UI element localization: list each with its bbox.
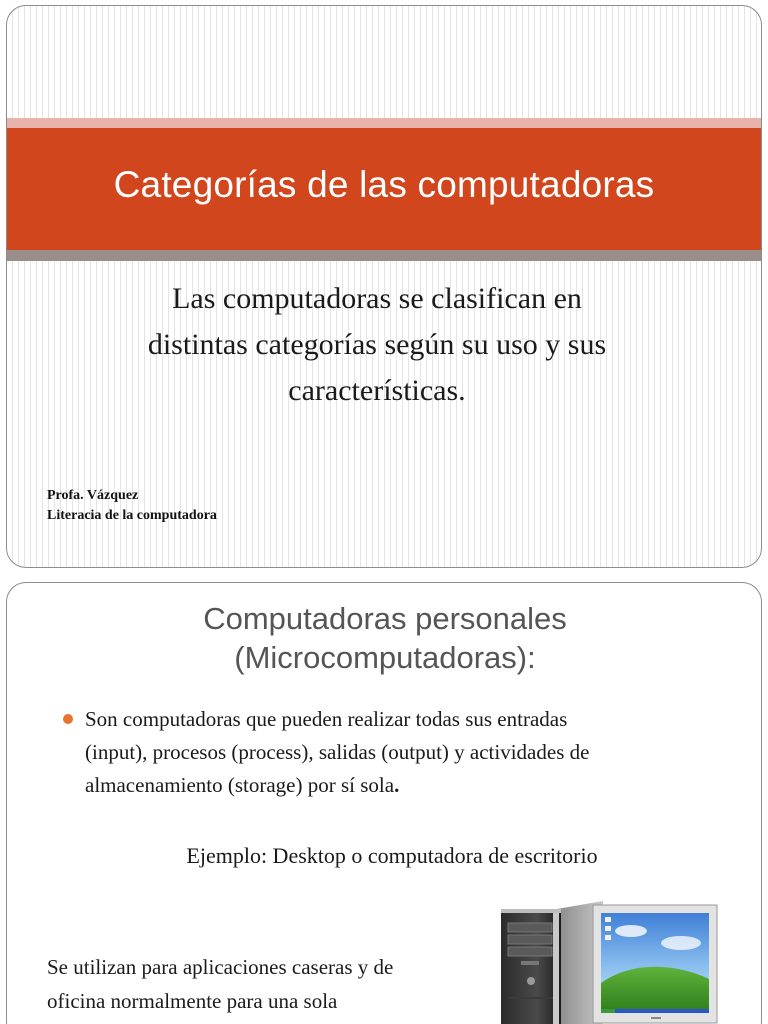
author-name: Profa. Vázquez	[47, 488, 139, 503]
bullet-line: Son computadoras que pueden realizar todas sus entradas	[85, 707, 568, 731]
heading-line: Computadoras personales	[203, 601, 567, 636]
usage-line: Se utilizan para aplicaciones caseras y de	[47, 955, 394, 979]
subtitle-line: distintas categorías según su uso y sus	[147, 328, 607, 361]
example-text: Ejemplo: Desktop o computadora de escritorio	[186, 843, 598, 868]
slide-title: Categorías de las computadoras	[113, 164, 655, 205]
desktop-computer-icon	[491, 901, 721, 1024]
bullet-text	[85, 703, 725, 802]
author-block	[47, 486, 217, 526]
heading-suffix: :	[527, 640, 536, 675]
course-name: Literacia de la computadora	[47, 508, 217, 523]
bullet-line	[85, 769, 725, 802]
heading-main: (Microcomputadoras)	[234, 640, 528, 675]
bullet-period: .	[394, 773, 400, 797]
title-slide	[6, 5, 762, 568]
title-band	[7, 128, 761, 250]
content-slide	[6, 582, 762, 1024]
bullet-line: (input), procesos (process), salidas (output) y actividades de	[85, 740, 590, 764]
bullet-item	[85, 703, 725, 802]
heading-line	[7, 638, 762, 677]
accent-band-bottom	[7, 250, 761, 261]
usage-line: oficina normalmente para una sola	[47, 989, 338, 1013]
subtitle-line: características.	[288, 374, 466, 407]
slide-subtitle	[67, 276, 687, 414]
accent-band-top	[7, 118, 761, 128]
usage-text	[47, 950, 487, 1018]
slide-heading	[7, 599, 762, 677]
bullet-line-text: almacenamiento (storage) por sí sola	[85, 773, 395, 797]
subtitle-line: Las computadoras se clasifican en	[172, 282, 582, 315]
bullet-icon	[63, 714, 73, 724]
